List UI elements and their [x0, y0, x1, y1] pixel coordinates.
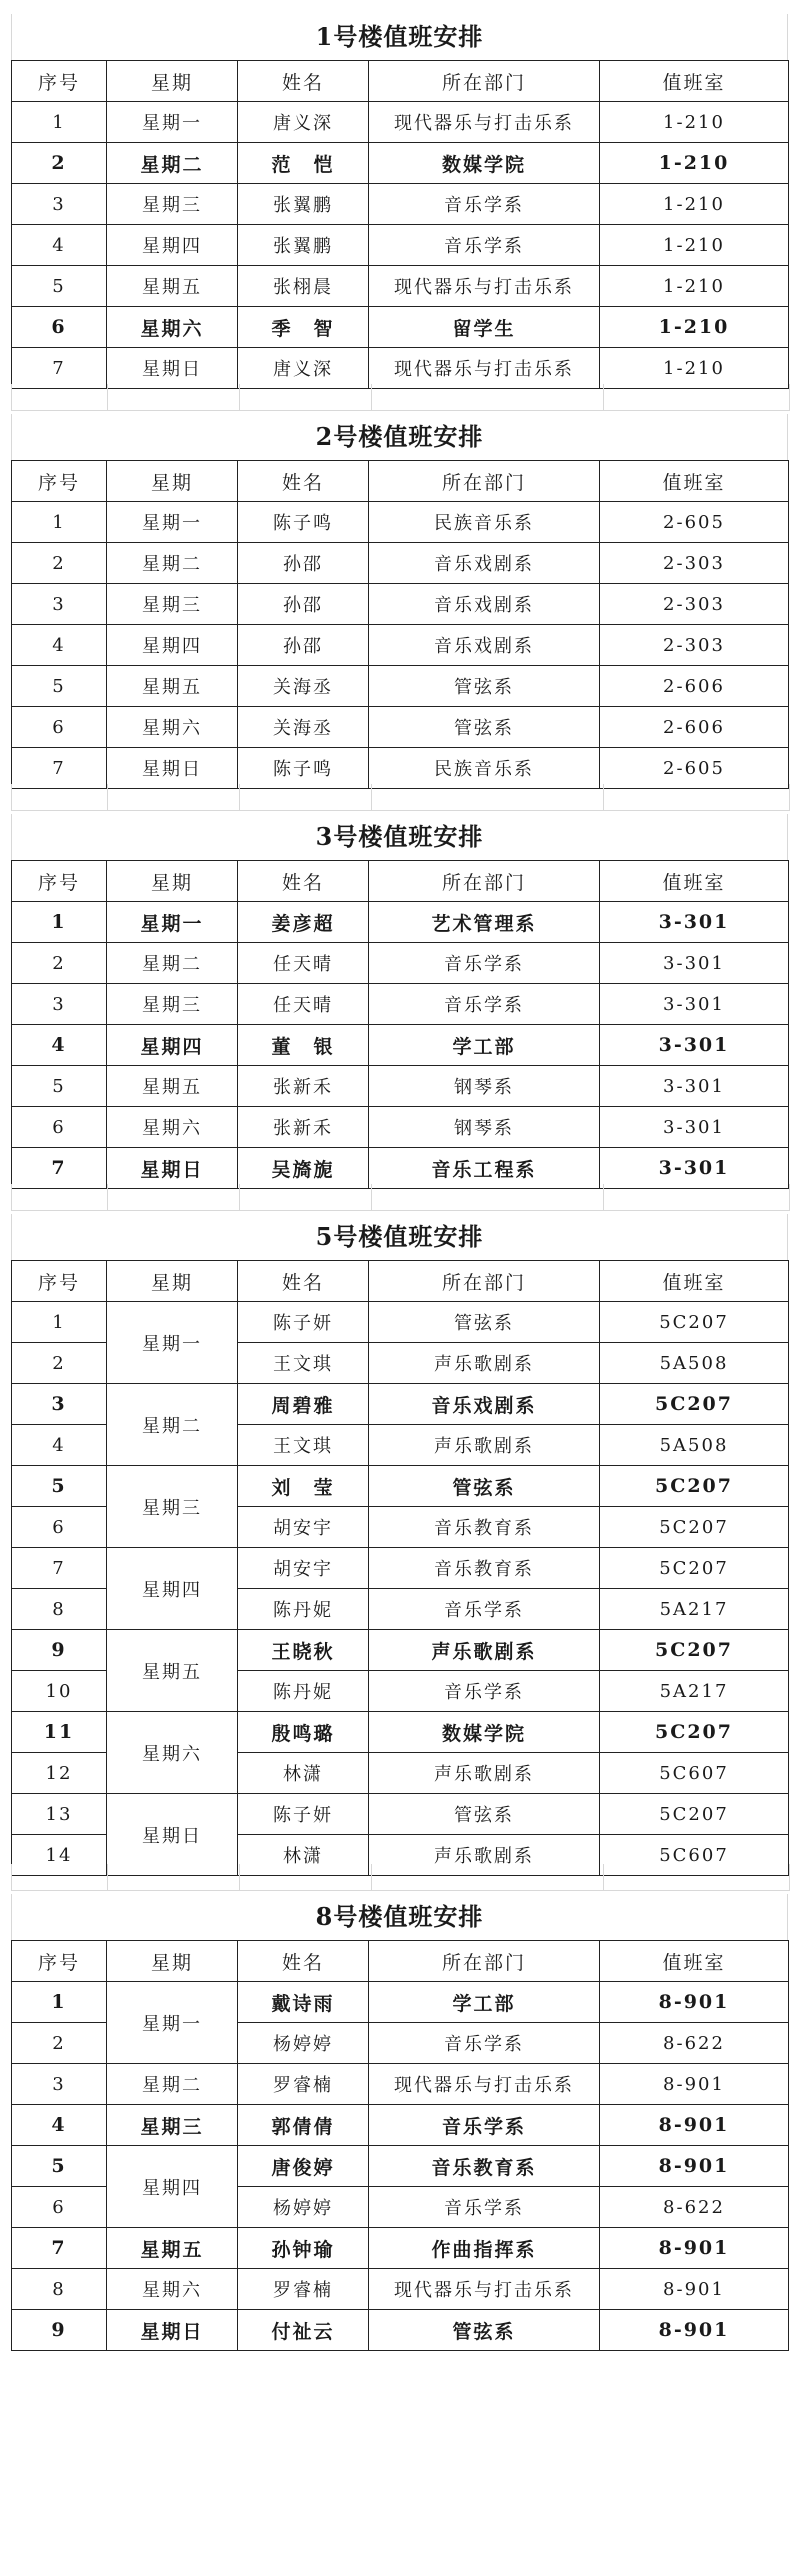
weekday-cell: 星期四: [107, 225, 238, 266]
table-row: [12, 943, 789, 984]
department-cell: 音乐学系: [369, 943, 600, 984]
duty-room-cell: 3-301: [600, 1025, 789, 1066]
department-cell: 现代器乐与打击乐系: [369, 266, 600, 307]
duty-room-cell: 8-901: [600, 2310, 789, 2351]
spreadsheet-gap: [11, 384, 790, 411]
seq-cell: 14: [12, 1835, 107, 1876]
name-cell: 唐义深: [238, 348, 369, 389]
weekday-cell: 星期六: [107, 1107, 238, 1148]
weekday-cell: 星期日: [107, 348, 238, 389]
section-title: 5号楼值班安排: [11, 1214, 788, 1260]
duty-room-cell: 5C207: [600, 1548, 789, 1589]
column-header: 姓名: [238, 1941, 369, 1982]
duty-room-cell: 8-901: [600, 2269, 789, 2310]
weekday-cell: 星期三: [107, 1466, 238, 1548]
department-cell: 管弦系: [369, 2310, 600, 2351]
department-cell: 音乐学系: [369, 1671, 600, 1712]
weekday-cell: 星期四: [107, 625, 238, 666]
duty-room-cell: 3-301: [600, 1066, 789, 1107]
department-cell: 声乐歌剧系: [369, 1835, 600, 1876]
seq-cell: 8: [12, 2269, 107, 2310]
duty-room-cell: 5C207: [600, 1302, 789, 1343]
weekday-cell: 星期一: [107, 1302, 238, 1384]
seq-cell: 1: [12, 1982, 107, 2023]
name-cell: 罗睿楠: [238, 2064, 369, 2105]
seq-cell: 5: [12, 1066, 107, 1107]
duty-room-cell: 5C207: [600, 1630, 789, 1671]
duty-room-cell: 1-210: [600, 266, 789, 307]
duty-room-cell: 2-303: [600, 625, 789, 666]
name-cell: 付祉云: [238, 2310, 369, 2351]
seq-cell: 6: [12, 1107, 107, 1148]
seq-cell: 5: [12, 266, 107, 307]
name-cell: 关海丞: [238, 666, 369, 707]
duty-room-cell: 1-210: [600, 225, 789, 266]
duty-room-cell: 8-901: [600, 2105, 789, 2146]
seq-cell: 12: [12, 1753, 107, 1794]
table-row: [12, 1982, 789, 2023]
column-header: 所在部门: [369, 1941, 600, 1982]
name-cell: 陈子妍: [238, 1794, 369, 1835]
seq-cell: 1: [12, 1302, 107, 1343]
name-cell: 孙邵: [238, 625, 369, 666]
duty-room-cell: 3-301: [600, 943, 789, 984]
column-header: 序号: [12, 61, 107, 102]
weekday-cell: 星期一: [107, 902, 238, 943]
column-header: 所在部门: [369, 461, 600, 502]
department-cell: 声乐歌剧系: [369, 1753, 600, 1794]
duty-room-cell: 5A217: [600, 1589, 789, 1630]
seq-cell: 6: [12, 1507, 107, 1548]
table-row: [12, 1794, 789, 1835]
department-cell: 音乐学系: [369, 2105, 600, 2146]
duty-room-cell: 8-901: [600, 2146, 789, 2187]
seq-cell: 2: [12, 1343, 107, 1384]
table-row: [12, 1066, 789, 1107]
spreadsheet-gap: [11, 1184, 790, 1211]
seq-cell: 10: [12, 1671, 107, 1712]
name-cell: 郭倩倩: [238, 2105, 369, 2146]
table-row: [12, 307, 789, 348]
column-header: 姓名: [238, 861, 369, 902]
duty-room-cell: 5C207: [600, 1794, 789, 1835]
column-header: 所在部门: [369, 61, 600, 102]
table-row: [12, 1466, 789, 1507]
name-cell: 任天晴: [238, 943, 369, 984]
table-row: [12, 2310, 789, 2351]
department-cell: 音乐教育系: [369, 2146, 600, 2187]
department-cell: 音乐学系: [369, 1589, 600, 1630]
spreadsheet-gap: [11, 1864, 790, 1891]
department-cell: 管弦系: [369, 666, 600, 707]
department-cell: 现代器乐与打击乐系: [369, 2269, 600, 2310]
weekday-cell: 星期五: [107, 666, 238, 707]
table-row: [12, 2064, 789, 2105]
duty-room-cell: 8-901: [600, 2228, 789, 2269]
weekday-cell: 星期六: [107, 307, 238, 348]
name-cell: 刘 莹: [238, 1466, 369, 1507]
department-cell: 音乐教育系: [369, 1548, 600, 1589]
duty-room-cell: 8-622: [600, 2187, 789, 2228]
department-cell: 现代器乐与打击乐系: [369, 2064, 600, 2105]
seq-cell: 4: [12, 625, 107, 666]
name-cell: 唐俊婷: [238, 2146, 369, 2187]
name-cell: 张新禾: [238, 1066, 369, 1107]
department-cell: 艺术管理系: [369, 902, 600, 943]
name-cell: 罗睿楠: [238, 2269, 369, 2310]
duty-room-cell: 2-605: [600, 502, 789, 543]
department-cell: 音乐学系: [369, 2023, 600, 2064]
department-cell: 数媒学院: [369, 143, 600, 184]
schedule-table: [11, 1260, 789, 1876]
weekday-cell: 星期五: [107, 2228, 238, 2269]
section-title: 3号楼值班安排: [11, 814, 788, 860]
name-cell: 孙邵: [238, 543, 369, 584]
seq-cell: 11: [12, 1712, 107, 1753]
name-cell: 胡安宇: [238, 1507, 369, 1548]
department-cell: 学工部: [369, 1982, 600, 2023]
weekday-cell: 星期日: [107, 1148, 238, 1189]
name-cell: 张新禾: [238, 1107, 369, 1148]
name-cell: 林潇: [238, 1835, 369, 1876]
seq-cell: 3: [12, 1384, 107, 1425]
duty-room-cell: 3-301: [600, 1148, 789, 1189]
seq-cell: 2: [12, 543, 107, 584]
name-cell: 周碧雅: [238, 1384, 369, 1425]
duty-room-cell: 5C607: [600, 1753, 789, 1794]
table-row: [12, 1302, 789, 1343]
duty-room-cell: 5A217: [600, 1671, 789, 1712]
name-cell: 陈丹妮: [238, 1589, 369, 1630]
building-3-schedule: [11, 814, 788, 1189]
weekday-cell: 星期日: [107, 748, 238, 789]
seq-cell: 6: [12, 2187, 107, 2228]
duty-room-cell: 1-210: [600, 307, 789, 348]
seq-cell: 5: [12, 2146, 107, 2187]
column-header: 星期: [107, 61, 238, 102]
department-cell: 管弦系: [369, 707, 600, 748]
column-header: 姓名: [238, 61, 369, 102]
seq-cell: 4: [12, 225, 107, 266]
name-cell: 陈子鸣: [238, 748, 369, 789]
department-cell: 留学生: [369, 307, 600, 348]
department-cell: 现代器乐与打击乐系: [369, 348, 600, 389]
name-cell: 陈子鸣: [238, 502, 369, 543]
duty-room-cell: 1-210: [600, 102, 789, 143]
weekday-cell: 星期六: [107, 2269, 238, 2310]
weekday-cell: 星期二: [107, 943, 238, 984]
table-row: [12, 2269, 789, 2310]
weekday-cell: 星期一: [107, 102, 238, 143]
weekday-cell: 星期二: [107, 1384, 238, 1466]
weekday-cell: 星期日: [107, 2310, 238, 2351]
name-cell: 林潇: [238, 1753, 369, 1794]
column-header: 值班室: [600, 1941, 789, 1982]
table-row: [12, 1148, 789, 1189]
seq-cell: 3: [12, 2064, 107, 2105]
table-row: [12, 502, 789, 543]
weekday-cell: 星期一: [107, 502, 238, 543]
building-2-schedule: [11, 414, 788, 789]
column-header: 序号: [12, 461, 107, 502]
name-cell: 王晓秋: [238, 1630, 369, 1671]
weekday-cell: 星期六: [107, 1712, 238, 1794]
weekday-cell: 星期五: [107, 266, 238, 307]
duty-room-cell: 3-301: [600, 902, 789, 943]
name-cell: 陈子妍: [238, 1302, 369, 1343]
department-cell: 音乐学系: [369, 184, 600, 225]
name-cell: 胡安宇: [238, 1548, 369, 1589]
column-header: 所在部门: [369, 1261, 600, 1302]
table-row: [12, 902, 789, 943]
seq-cell: 1: [12, 102, 107, 143]
seq-cell: 5: [12, 666, 107, 707]
duty-room-cell: 3-301: [600, 1107, 789, 1148]
weekday-cell: 星期二: [107, 143, 238, 184]
name-cell: 王文琪: [238, 1343, 369, 1384]
table-row: [12, 1384, 789, 1425]
column-header: 序号: [12, 1261, 107, 1302]
duty-room-cell: 5C207: [600, 1712, 789, 1753]
table-row: [12, 102, 789, 143]
department-cell: 现代器乐与打击乐系: [369, 102, 600, 143]
seq-cell: 8: [12, 1589, 107, 1630]
duty-room-cell: 1-210: [600, 348, 789, 389]
name-cell: 戴诗雨: [238, 1982, 369, 2023]
department-cell: 声乐歌剧系: [369, 1343, 600, 1384]
duty-room-cell: 1-210: [600, 184, 789, 225]
table-row: [12, 666, 789, 707]
header-row: [12, 1941, 789, 1982]
seq-cell: 5: [12, 1466, 107, 1507]
department-cell: 管弦系: [369, 1302, 600, 1343]
table-row: [12, 2228, 789, 2269]
seq-cell: 7: [12, 348, 107, 389]
duty-room-cell: 5A508: [600, 1343, 789, 1384]
building-5-schedule: [11, 1214, 788, 1876]
name-cell: 吴旖旎: [238, 1148, 369, 1189]
column-header: 值班室: [600, 61, 789, 102]
header-row: [12, 61, 789, 102]
department-cell: 音乐工程系: [369, 1148, 600, 1189]
weekday-cell: 星期三: [107, 584, 238, 625]
seq-cell: 1: [12, 502, 107, 543]
name-cell: 杨婷婷: [238, 2023, 369, 2064]
column-header: 姓名: [238, 461, 369, 502]
weekday-cell: 星期五: [107, 1066, 238, 1107]
department-cell: 声乐歌剧系: [369, 1630, 600, 1671]
department-cell: 民族音乐系: [369, 748, 600, 789]
schedule-table: [11, 460, 789, 789]
section-title: 8号楼值班安排: [11, 1894, 788, 1940]
name-cell: 张栩晨: [238, 266, 369, 307]
name-cell: 季 智: [238, 307, 369, 348]
department-cell: 管弦系: [369, 1794, 600, 1835]
seq-cell: 4: [12, 1425, 107, 1466]
name-cell: 杨婷婷: [238, 2187, 369, 2228]
schedule-table: [11, 60, 789, 389]
schedule-table: [11, 860, 789, 1189]
duty-room-cell: 2-606: [600, 666, 789, 707]
seq-cell: 9: [12, 1630, 107, 1671]
name-cell: 姜彦超: [238, 902, 369, 943]
department-cell: 声乐歌剧系: [369, 1425, 600, 1466]
table-row: [12, 184, 789, 225]
header-row: [12, 861, 789, 902]
name-cell: 范 恺: [238, 143, 369, 184]
table-row: [12, 984, 789, 1025]
department-cell: 数媒学院: [369, 1712, 600, 1753]
column-header: 序号: [12, 1941, 107, 1982]
weekday-cell: 星期四: [107, 2146, 238, 2228]
department-cell: 音乐戏剧系: [369, 1384, 600, 1425]
header-row: [12, 1261, 789, 1302]
name-cell: 董 银: [238, 1025, 369, 1066]
duty-room-cell: 5C607: [600, 1835, 789, 1876]
seq-cell: 2: [12, 943, 107, 984]
department-cell: 钢琴系: [369, 1066, 600, 1107]
section-title: 2号楼值班安排: [11, 414, 788, 460]
duty-room-cell: 2-303: [600, 543, 789, 584]
department-cell: 管弦系: [369, 1466, 600, 1507]
duty-room-cell: 2-303: [600, 584, 789, 625]
weekday-cell: 星期二: [107, 2064, 238, 2105]
table-row: [12, 225, 789, 266]
name-cell: 王文琪: [238, 1425, 369, 1466]
seq-cell: 7: [12, 2228, 107, 2269]
seq-cell: 4: [12, 2105, 107, 2146]
name-cell: 张翼鹏: [238, 225, 369, 266]
name-cell: 任天晴: [238, 984, 369, 1025]
seq-cell: 6: [12, 707, 107, 748]
table-row: [12, 584, 789, 625]
weekday-cell: 星期四: [107, 1548, 238, 1630]
seq-cell: 2: [12, 2023, 107, 2064]
seq-cell: 2: [12, 143, 107, 184]
weekday-cell: 星期六: [107, 707, 238, 748]
duty-room-cell: 8-901: [600, 2064, 789, 2105]
table-row: [12, 707, 789, 748]
column-header: 值班室: [600, 1261, 789, 1302]
table-row: [12, 1107, 789, 1148]
seq-cell: 3: [12, 184, 107, 225]
department-cell: 学工部: [369, 1025, 600, 1066]
name-cell: 陈丹妮: [238, 1671, 369, 1712]
duty-room-cell: 5C207: [600, 1466, 789, 1507]
seq-cell: 3: [12, 984, 107, 1025]
seq-cell: 1: [12, 902, 107, 943]
duty-room-cell: 8-622: [600, 2023, 789, 2064]
column-header: 星期: [107, 1261, 238, 1302]
weekday-cell: 星期五: [107, 1630, 238, 1712]
table-row: [12, 1630, 789, 1671]
name-cell: 殷鸣璐: [238, 1712, 369, 1753]
duty-room-cell: 5C207: [600, 1384, 789, 1425]
department-cell: 民族音乐系: [369, 502, 600, 543]
column-header: 星期: [107, 1941, 238, 1982]
column-header: 值班室: [600, 861, 789, 902]
duty-room-cell: 5C207: [600, 1507, 789, 1548]
column-header: 星期: [107, 461, 238, 502]
department-cell: 钢琴系: [369, 1107, 600, 1148]
table-row: [12, 143, 789, 184]
table-row: [12, 348, 789, 389]
duty-room-cell: 2-605: [600, 748, 789, 789]
name-cell: 关海丞: [238, 707, 369, 748]
name-cell: 孙钟瑜: [238, 2228, 369, 2269]
table-row: [12, 748, 789, 789]
weekday-cell: 星期二: [107, 543, 238, 584]
building-8-schedule: [11, 1894, 788, 2351]
table-row: [12, 543, 789, 584]
duty-room-cell: 2-606: [600, 707, 789, 748]
schedule-table: [11, 1940, 789, 2351]
seq-cell: 3: [12, 584, 107, 625]
column-header: 值班室: [600, 461, 789, 502]
table-row: [12, 1712, 789, 1753]
department-cell: 音乐学系: [369, 2187, 600, 2228]
spreadsheet-gap: [11, 784, 790, 811]
duty-room-cell: 8-901: [600, 1982, 789, 2023]
department-cell: 音乐戏剧系: [369, 584, 600, 625]
column-header: 序号: [12, 861, 107, 902]
department-cell: 音乐教育系: [369, 1507, 600, 1548]
seq-cell: 7: [12, 1548, 107, 1589]
table-row: [12, 2146, 789, 2187]
weekday-cell: 星期一: [107, 1982, 238, 2064]
department-cell: 音乐戏剧系: [369, 625, 600, 666]
department-cell: 作曲指挥系: [369, 2228, 600, 2269]
weekday-cell: 星期日: [107, 1794, 238, 1876]
duty-room-cell: 5A508: [600, 1425, 789, 1466]
table-row: [12, 1025, 789, 1066]
seq-cell: 7: [12, 1148, 107, 1189]
table-row: [12, 2105, 789, 2146]
header-row: [12, 461, 789, 502]
department-cell: 音乐学系: [369, 984, 600, 1025]
department-cell: 音乐戏剧系: [369, 543, 600, 584]
building-1-schedule: [11, 14, 788, 389]
weekday-cell: 星期三: [107, 984, 238, 1025]
duty-room-cell: 3-301: [600, 984, 789, 1025]
weekday-cell: 星期四: [107, 1025, 238, 1066]
seq-cell: 9: [12, 2310, 107, 2351]
section-title: 1号楼值班安排: [11, 14, 788, 60]
column-header: 姓名: [238, 1261, 369, 1302]
column-header: 所在部门: [369, 861, 600, 902]
name-cell: 孙邵: [238, 584, 369, 625]
weekday-cell: 星期三: [107, 184, 238, 225]
table-row: [12, 625, 789, 666]
seq-cell: 7: [12, 748, 107, 789]
weekday-cell: 星期三: [107, 2105, 238, 2146]
seq-cell: 13: [12, 1794, 107, 1835]
name-cell: 张翼鹏: [238, 184, 369, 225]
seq-cell: 4: [12, 1025, 107, 1066]
seq-cell: 6: [12, 307, 107, 348]
duty-room-cell: 1-210: [600, 143, 789, 184]
table-row: [12, 266, 789, 307]
column-header: 星期: [107, 861, 238, 902]
name-cell: 唐义深: [238, 102, 369, 143]
department-cell: 音乐学系: [369, 225, 600, 266]
table-row: [12, 1548, 789, 1589]
